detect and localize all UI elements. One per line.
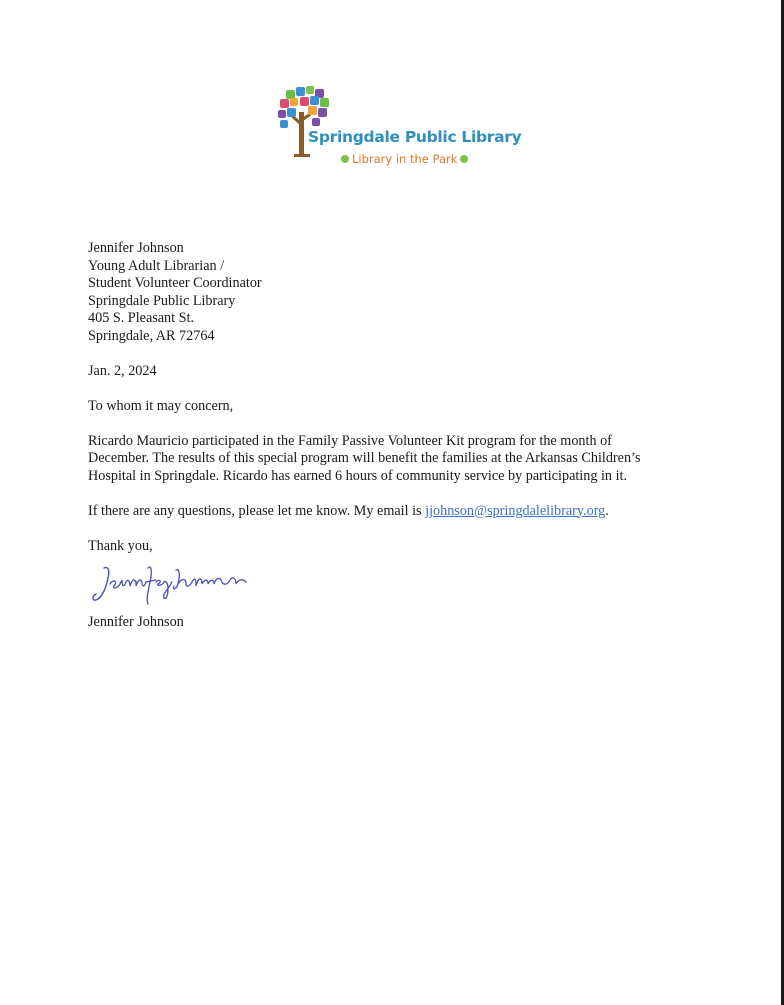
email-link[interactable]: jjohnson@springdalelibrary.org (425, 502, 606, 519)
letter-body (88, 240, 688, 555)
sender-street: 405 S. Pleasant St. (88, 310, 195, 326)
body-paragraph-1-line-2: December. The results of this special program will benefit the families at the Arkansas Children’s (88, 450, 641, 466)
green-dot-icon (341, 155, 349, 163)
body-paragraph-1-line-3: Hospital in Springdale. Ricardo has earned 6 hours of community service by participating in it. (88, 467, 628, 484)
logo-tagline-text: Library in the Park (352, 152, 458, 166)
tree-logo-icon (272, 84, 336, 158)
body-paragraph-2-suffix: . (605, 502, 609, 519)
sender-title-line1: Young Adult Librarian / (88, 257, 225, 274)
sender-organization: Springdale Public Library (88, 292, 236, 309)
handwritten-signature (90, 560, 260, 608)
signer-name: Jennifer Johnson (88, 614, 184, 630)
sender-city-state-zip: Springdale, AR 72764 (88, 327, 215, 344)
letter-date: Jan. 2, 2024 (88, 362, 157, 379)
library-logo (272, 84, 522, 174)
logo-title: Springdale Public Library (308, 128, 522, 146)
green-dot-icon (460, 155, 468, 163)
sender-name: Jennifer Johnson (88, 240, 184, 256)
salutation: To whom it may concern, (88, 397, 234, 414)
logo-tagline (338, 152, 471, 166)
sender-title-line2: Student Volunteer Coordinator (88, 275, 262, 291)
body-paragraph-2-prefix: If there are any questions, please let me know. My email is (88, 502, 426, 519)
body-paragraph-1-line-1: Ricardo Mauricio participated in the Family Passive Volunteer Kit program for the month of (88, 432, 612, 449)
body-paragraph-2 (88, 503, 688, 521)
body-paragraph-1 (88, 433, 688, 486)
sender-address (88, 240, 688, 345)
closing: Thank you, (88, 537, 153, 554)
